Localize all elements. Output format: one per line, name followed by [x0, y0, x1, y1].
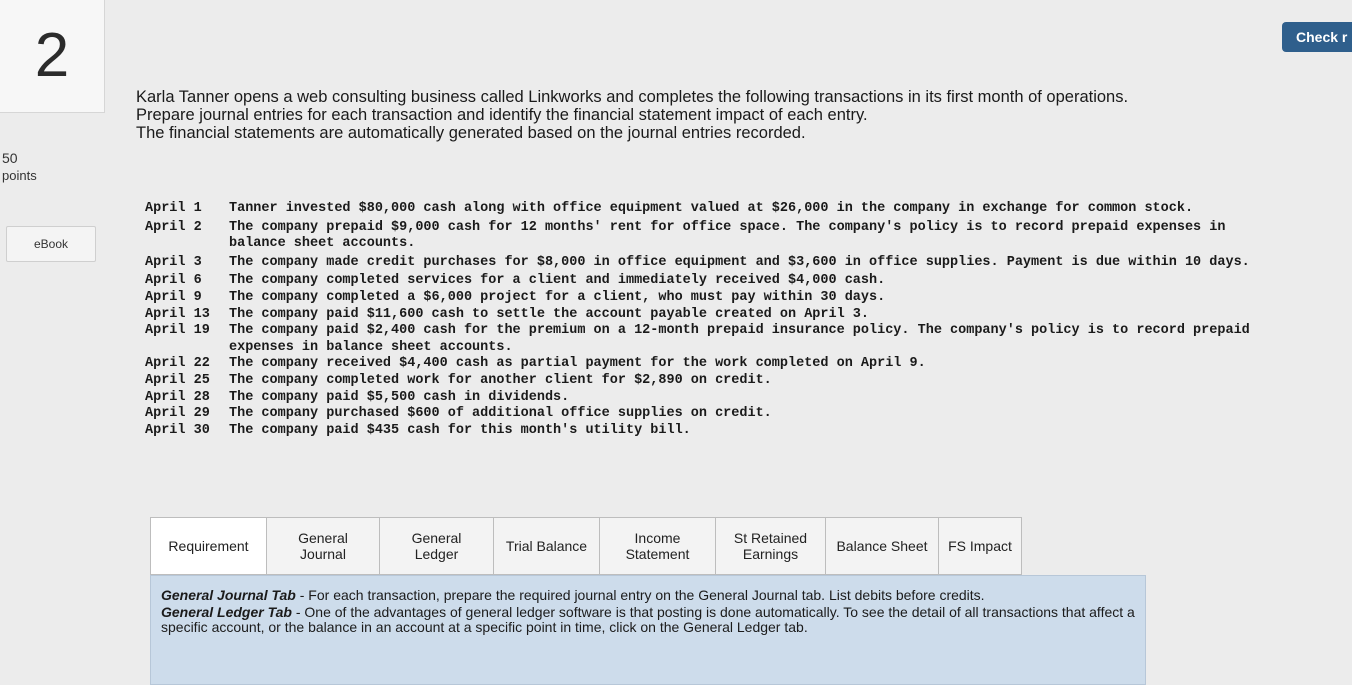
- points-label: points: [2, 168, 37, 183]
- tab-income-statement[interactable]: [599, 517, 715, 575]
- transaction-date: April 28: [145, 389, 210, 405]
- general-journal-instructions: General Journal Tab - For each transaction, prepare the required journal entry on the General Journal tab. List debits before credits.: [161, 587, 985, 603]
- tab-label: Requirement: [168, 538, 249, 554]
- check-my-work-button[interactable]: Check r: [1282, 22, 1352, 52]
- transaction-text: The company completed a $6,000 project for a client, who must pay within 30 days.: [229, 289, 886, 305]
- tab-general-journal[interactable]: [266, 517, 379, 575]
- transaction-text: Tanner invested $80,000 cash along with office equipment valued at $26,000 in the company in exchange for common stock.: [229, 201, 1194, 216]
- transaction-row: [145, 307, 1275, 324]
- transaction-row: [145, 220, 1275, 253]
- transaction-row: [145, 356, 1275, 373]
- general-ledger-instructions: General Ledger Tab - One of the advantages of general ledger software is that posting is done automatically. To see the detail of all transactions that affect a specific account, or the balance in an account at a specific point in time, click on the General Ledger tab.: [161, 604, 1135, 635]
- transaction-text: The company paid $11,600 cash to settle the account payable created on April 3.: [229, 306, 870, 322]
- tab-balance-sheet[interactable]: [825, 517, 938, 575]
- transaction-date: April 30: [145, 422, 210, 438]
- transaction-row: [145, 201, 1275, 218]
- tab-requirement[interactable]: [150, 517, 266, 575]
- tab-st-retained-earnings[interactable]: [715, 517, 825, 575]
- tab-label: Balance Sheet: [836, 538, 928, 554]
- tab-trial-balance[interactable]: [493, 517, 599, 575]
- transaction-list: [145, 201, 1275, 439]
- transaction-date: April 1: [145, 201, 202, 216]
- transaction-text: The company completed work for another client for $2,890 on credit.: [229, 372, 772, 388]
- instructions-panel: [150, 575, 1146, 685]
- transaction-date: April 2: [145, 219, 202, 235]
- tab-label: FS Impact: [948, 538, 1012, 554]
- transaction-text: The company purchased $600 of additional office supplies on credit.: [229, 406, 772, 422]
- transaction-date: April 9: [145, 289, 202, 305]
- points-value: 50: [2, 150, 18, 166]
- intro-line-1: Karla Tanner opens a web consulting business called Linkworks and completes the following transactions in its first month of operations.: [136, 88, 1129, 106]
- transaction-row: [145, 273, 1275, 290]
- transaction-date: April 25: [145, 372, 210, 388]
- ebook-button[interactable]: eBook: [6, 226, 96, 262]
- question-number: 2: [0, 0, 105, 113]
- transaction-row: [145, 323, 1275, 356]
- transaction-text: The company made credit purchases for $8,000 in office equipment and $3,600 in office supplies. Payment is due within 10 days.: [229, 254, 1250, 270]
- worksheet-tabs: [150, 517, 1022, 575]
- tab-label: St Retained Earnings: [733, 530, 808, 562]
- transaction-text: The company paid $435 cash for this month's utility bill.: [229, 422, 691, 438]
- transaction-date: April 29: [145, 406, 210, 422]
- transaction-row: [145, 373, 1275, 390]
- transaction-date: April 3: [145, 254, 202, 270]
- transaction-date: April 22: [145, 356, 210, 372]
- transaction-text: The company completed services for a client and immediately received $4,000 cash.: [229, 273, 886, 289]
- tab-fs-impact[interactable]: [938, 517, 1022, 575]
- tab-label: Trial Balance: [505, 538, 588, 554]
- transaction-date: April 13: [145, 306, 210, 322]
- transaction-row: [145, 423, 1275, 440]
- transaction-row: [145, 255, 1275, 272]
- transaction-row: [145, 390, 1275, 407]
- transaction-text: The company received $4,400 cash as partial payment for the work completed on April 9.: [229, 356, 926, 372]
- intro-line-3: The financial statements are automatically generated based on the journal entries recorded.: [136, 124, 806, 142]
- tab-label: Income Statement: [625, 530, 690, 562]
- problem-intro: [136, 88, 1216, 142]
- transaction-text: The company paid $2,400 cash for the premium on a 12-month prepaid insurance policy. The company's policy is to record prepaid expenses in balance sheet accounts.: [229, 323, 1250, 355]
- intro-line-2: Prepare journal entries for each transaction and identify the financial statement impact of each entry.: [136, 106, 868, 124]
- tab-general-ledger[interactable]: [379, 517, 493, 575]
- transaction-row: [145, 406, 1275, 423]
- points-display: [2, 150, 37, 184]
- tab-label: General Ledger: [411, 530, 462, 562]
- transaction-text: The company prepaid $9,000 cash for 12 months' rent for office space. The company's policy is to record prepaid expenses in balance sheet accounts.: [229, 219, 1226, 252]
- transaction-row: [145, 290, 1275, 307]
- transaction-date: April 6: [145, 273, 202, 289]
- transaction-date: April 19: [145, 323, 210, 339]
- tab-label: General Journal: [298, 530, 348, 562]
- transaction-text: The company paid $5,500 cash in dividends.: [229, 389, 570, 405]
